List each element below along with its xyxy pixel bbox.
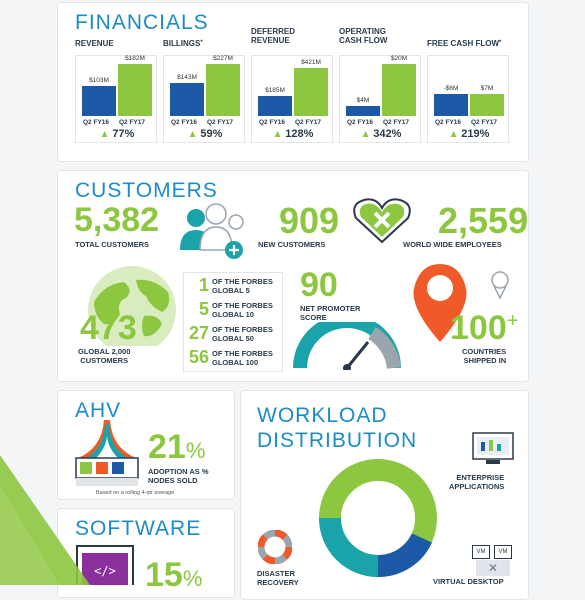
vm-label: VM	[476, 549, 486, 555]
fin-card	[163, 55, 245, 143]
total-customers-label: TOTAL CUSTOMERS	[75, 240, 150, 249]
bar-fy17-value: $7M	[480, 85, 494, 92]
bar-fy17	[382, 64, 416, 116]
software-title: SOFTWARE	[75, 517, 202, 540]
fin-card-label: DEFERRED REVENUE	[251, 27, 296, 45]
growth-pct-value: 342%	[373, 128, 402, 140]
forbes-rank-value: 5	[198, 299, 209, 319]
up-arrow-icon: ▲	[272, 129, 286, 140]
quarter-fy16: Q2 FY16	[171, 119, 198, 126]
bar-fy16	[346, 106, 380, 116]
forbes-rank-label: OF THE FORBES GLOBAL 5	[212, 277, 273, 295]
quarter-fy17: Q2 FY17	[295, 119, 322, 126]
enterprise-apps-icon	[472, 432, 514, 466]
fin-card-label: FREE CASH FLOW*	[427, 39, 502, 48]
forbes-rank-label: OF THE FORBES GLOBAL 100	[212, 349, 273, 367]
ahv-pct-value	[148, 430, 205, 464]
bar-fy17	[294, 68, 328, 116]
fin-card-label: REVENUE	[75, 39, 114, 48]
software-pct-number: 15	[145, 556, 183, 594]
ahv-note: Based on a rolling 4-qtr average	[96, 490, 175, 496]
growth-pct	[340, 128, 422, 140]
software-pct-sign: %	[182, 566, 203, 591]
virtual-desktop-label: VIRTUAL DESKTOP	[433, 577, 504, 586]
total-customers-value: 5,382	[74, 201, 160, 239]
fin-card-label: BILLINGS*	[163, 39, 203, 48]
fin-card-label: OPERATING CASH FLOW	[339, 27, 388, 45]
workload-donut-chart	[312, 452, 444, 584]
bar-fy16	[434, 94, 468, 116]
bar-fy17	[118, 64, 152, 116]
financials-title: FINANCIALS	[75, 11, 209, 34]
quarter-fy17: Q2 FY17	[383, 119, 410, 126]
countries-number: 100	[450, 309, 507, 347]
bar-fy16-value: $143M	[177, 74, 197, 81]
growth-pct-value: 219%	[461, 128, 490, 140]
bar-fy16-value: $103M	[89, 77, 109, 84]
growth-pct-value: 77%	[112, 128, 135, 140]
forbes-rank-value: 56	[188, 347, 209, 367]
forbes-rank-value: 1	[198, 275, 209, 295]
bar-fy17-value: $20M	[390, 55, 408, 62]
decorative-triangle	[0, 445, 90, 585]
ahv-pct-number: 21	[148, 428, 186, 466]
svg-text:</>: </>	[94, 564, 116, 578]
fin-card-footnote: *	[200, 40, 203, 46]
bar-fy16	[82, 86, 116, 116]
bar-fy17-value: $227M	[213, 55, 233, 62]
people-icon	[170, 200, 250, 262]
bar-fy17-value: $182M	[125, 55, 145, 62]
growth-pct	[252, 128, 334, 140]
global-2000-label: GLOBAL 2,000 CUSTOMERS	[78, 347, 131, 365]
fin-card	[427, 55, 509, 143]
nps-value: 90	[300, 266, 338, 304]
vm-box-1	[472, 545, 490, 559]
nps-label: NET PROMOTER SCORE	[300, 304, 361, 322]
employees-label: WORLD WIDE EMPLOYEES	[403, 240, 502, 249]
bar-fy16-value: $185M	[265, 87, 285, 94]
workload-title: WORKLOAD DISTRIBUTION	[257, 404, 418, 452]
fin-card	[75, 55, 157, 143]
ahv-pct-sign: %	[185, 438, 206, 463]
growth-pct-value: 59%	[200, 128, 223, 140]
forbes-rank-label: OF THE FORBES GLOBAL 10	[212, 301, 273, 319]
fin-card	[251, 55, 333, 143]
vm-box-2	[494, 545, 512, 559]
vdi-close-icon: ✕	[476, 560, 510, 576]
nps-gauge-icon	[292, 322, 402, 370]
up-arrow-icon: ▲	[448, 129, 462, 140]
quarter-fy16: Q2 FY16	[259, 119, 286, 126]
quarter-fy17: Q2 FY17	[119, 119, 146, 126]
up-arrow-icon: ▲	[99, 129, 113, 140]
software-pct-value	[145, 558, 202, 592]
growth-pct	[164, 128, 246, 140]
countries-plus: +	[506, 310, 519, 332]
fin-card	[339, 55, 421, 143]
up-arrow-icon: ▲	[360, 129, 374, 140]
bar-fy17	[470, 94, 504, 116]
forbes-rank-value: 27	[188, 323, 209, 343]
growth-pct	[76, 128, 158, 140]
bar-fy16-value: -$6M	[443, 85, 459, 92]
countries-label: COUNTRIES SHIPPED IN	[462, 347, 507, 365]
vm-label: VM	[498, 549, 508, 555]
bar-fy17	[206, 64, 240, 116]
quarter-fy16: Q2 FY16	[435, 119, 462, 126]
new-customers-label: NEW CUSTOMERS	[258, 240, 326, 249]
bar-fy16	[258, 96, 292, 116]
enterprise-apps-label: ENTERPRISE APPLICATIONS	[449, 473, 505, 491]
heart-logo-icon	[352, 196, 412, 244]
quarter-fy16: Q2 FY16	[83, 119, 110, 126]
customers-title: CUSTOMERS	[75, 179, 218, 202]
lifebuoy-icon	[258, 530, 292, 564]
ahv-label: ADOPTION AS % NODES SOLD	[148, 467, 209, 485]
bar-fy16-value: $4M	[356, 97, 370, 104]
forbes-rank-label: OF THE FORBES GLOBAL 50	[212, 325, 273, 343]
bar-fy17-value: $421M	[301, 59, 321, 66]
employees-value: 2,559	[438, 200, 529, 241]
countries-value	[450, 311, 518, 345]
ahv-title: AHV	[75, 399, 122, 422]
up-arrow-icon: ▲	[187, 129, 201, 140]
global-2000-value: 473	[80, 309, 137, 347]
quarter-fy17: Q2 FY17	[207, 119, 234, 126]
quarter-fy16: Q2 FY16	[347, 119, 374, 126]
bar-fy16	[170, 83, 204, 116]
disaster-recovery-label: DISASTER RECOVERY	[257, 569, 299, 587]
quarter-fy17: Q2 FY17	[471, 119, 498, 126]
growth-pct-value: 128%	[285, 128, 314, 140]
new-customers-value: 909	[279, 200, 340, 241]
fin-card-footnote: *	[499, 40, 502, 46]
growth-pct	[428, 128, 510, 140]
